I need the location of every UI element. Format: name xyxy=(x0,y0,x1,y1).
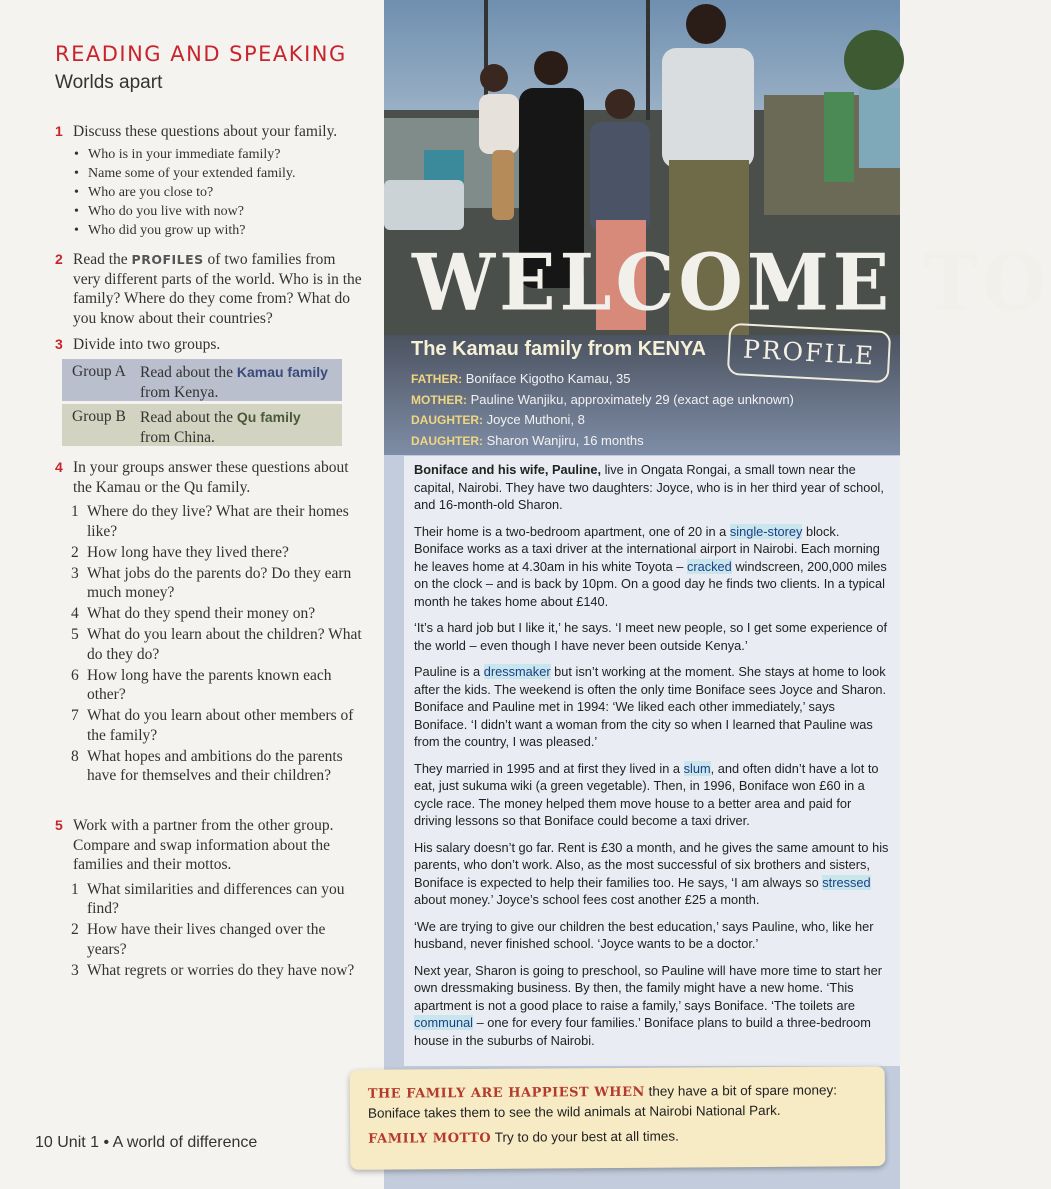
vocab-highlight: stressed xyxy=(822,874,871,890)
item-text: How have their lives changed over the years? xyxy=(87,921,326,958)
item-text: What jobs do the parents do? Do they earn much money? xyxy=(87,564,352,601)
vocab-highlight: dressmaker xyxy=(483,664,551,679)
paragraph-text: , and often didn’t have a lot to eat, just sukuma wiki (a green vegetable). Then, in 1996, Boniface won £60 in a cycle race. The money helped them move house to a better area and paid for driving lessons so that Boniface could become a taxi driver. xyxy=(414,760,879,828)
article-paragraph xyxy=(414,760,890,830)
item-text: What do you learn about other members of the family? xyxy=(87,707,354,744)
item-number: 6 xyxy=(71,666,79,684)
item-number: 4 xyxy=(71,605,79,622)
tree xyxy=(844,30,904,90)
group-label: Group A xyxy=(72,363,126,380)
question-2 xyxy=(55,250,365,328)
list-item: • Who is in your immediate family? xyxy=(88,145,365,164)
member-name: Pauline Wanjiku, approximately 29 (exact age unknown) xyxy=(470,391,794,407)
happiest-text: they have a bit of spare money: Boniface takes them to see the wild animals at Nairobi National Park. xyxy=(367,1082,838,1121)
question-number: 2 xyxy=(55,251,63,267)
list-item xyxy=(71,604,365,624)
item-text: How long have they lived there? xyxy=(87,543,289,561)
paragraph-text: – one for every four families.’ Boniface plans to build a three-bedroom house in the suburbs of Nairobi. xyxy=(414,1015,871,1048)
item-text: What similarities and differences can you find? xyxy=(87,880,345,917)
group-a-box xyxy=(62,359,342,401)
question-text xyxy=(55,250,365,328)
group-text-post: from Kenya. xyxy=(140,384,219,401)
question-text: In your groups answer these questions about the Kamau or the Qu family. xyxy=(73,459,349,496)
welcome-banner: WELCOME TO xyxy=(412,237,1051,329)
profile-article xyxy=(404,456,900,1066)
member-row xyxy=(411,369,794,390)
member-role: DAUGHTER: xyxy=(411,413,483,427)
group-text-pre: Read about the xyxy=(140,409,233,426)
item-number: 5 xyxy=(71,626,79,643)
item-number: 2 xyxy=(71,543,79,561)
item-number: 1 xyxy=(71,880,79,898)
paragraph-text: about money.’ Joyce’s school fees cost another £25 a month. xyxy=(414,892,760,907)
section-subtitle: Worlds apart xyxy=(55,72,163,93)
bullet-list xyxy=(55,145,365,240)
item-number: 1 xyxy=(71,503,79,520)
question-number: 3 xyxy=(55,336,63,352)
list-item xyxy=(71,625,365,664)
question-3 xyxy=(55,335,365,355)
page-footer: 10 Unit 1 • A world of difference xyxy=(35,1134,258,1151)
family-name: Qu family xyxy=(236,409,301,425)
family-motto xyxy=(368,1125,867,1148)
question-text-pre: Read the xyxy=(73,251,128,268)
motto-text: Try to do your best at all times. xyxy=(494,1128,679,1145)
vocab-highlight: cracked xyxy=(686,558,732,574)
group-text-post: from China. xyxy=(140,429,215,446)
question-number: 4 xyxy=(55,459,63,475)
profile-panel xyxy=(384,0,1051,1189)
list-item xyxy=(71,543,365,563)
item-text: What hopes and ambitions do the parents have for themselves and their children? xyxy=(87,747,343,784)
numbered-list xyxy=(55,880,365,981)
section-title: READING AND SPEAKING xyxy=(55,42,347,66)
question-5 xyxy=(55,816,365,982)
paragraph-text: Their home is a two-bedroom apartment, one of 20 in a xyxy=(414,523,727,539)
family-members xyxy=(411,369,794,451)
motto-label: FAMILY MOTTO xyxy=(368,1130,492,1147)
item-text: What do they spend their money on? xyxy=(87,605,316,622)
member-row xyxy=(411,431,794,452)
profiles-keyword: PROFILES xyxy=(131,252,204,267)
item-text: How long have the parents known each other? xyxy=(87,666,332,703)
lead-text: Boniface and his wife, Pauline, xyxy=(414,462,602,477)
member-row xyxy=(411,390,794,411)
article-paragraph: ‘It’s a hard job but I like it,’ he says. ‘I meet new people, so I get some experience of the world – even though I have never been outside Kenya.’ xyxy=(414,620,888,653)
group-label: Group B xyxy=(72,408,126,425)
list-item: • Who did you grow up with? xyxy=(88,221,365,240)
paragraph-text: Pauline is a xyxy=(414,664,481,679)
question-number: 5 xyxy=(55,817,63,833)
laundry-item xyxy=(824,92,854,182)
list-item: • Who are you close to? xyxy=(88,183,365,202)
family-name: Kamau family xyxy=(236,364,328,380)
item-number: 3 xyxy=(71,961,79,979)
question-text: Divide into two groups. xyxy=(73,336,221,353)
vocab-highlight: communal xyxy=(414,1015,474,1030)
article-paragraph xyxy=(414,523,890,611)
paragraph-text: but isn’t working at the moment. She stays at home to look after the kids. The weekend is often the only time Boniface sees Joyce and Sharon. Boniface and Pauline met in 1994: ‘We liked each other immediately,’ says Boniface. ‘I didn’t want a woman from the city so when I learned that Pauline was from the country, I was pleased.’ xyxy=(414,664,887,749)
happiest-when xyxy=(368,1080,867,1122)
family-motto-box xyxy=(350,1066,886,1170)
member-name: Boniface Kigotho Kamau, 35 xyxy=(465,371,631,386)
article-paragraph xyxy=(414,962,890,1050)
list-item xyxy=(71,880,365,919)
paragraph-text: windscreen, 200,000 miles on the clock – and is back by 10pm. On a good day he finds two clients. In a typical month he takes home about £140. xyxy=(414,558,887,609)
paragraph-text: Next year, Sharon is going to preschool, so Pauline will have more time to start her own dressmaking business. By then, the family might have a new home. ‘This apartment is not a good place to raise a family,’ says Boniface. ‘The toilets are xyxy=(414,962,883,1013)
member-role: FATHER: xyxy=(411,372,463,386)
list-item xyxy=(71,920,365,959)
article-paragraph xyxy=(414,461,890,514)
list-item xyxy=(71,564,365,603)
list-item xyxy=(71,666,365,705)
left-column xyxy=(0,0,384,1189)
member-name: Sharon Wanjiru, 16 months xyxy=(486,432,644,448)
vocab-highlight: single-storey xyxy=(729,523,803,539)
numbered-list xyxy=(55,502,365,786)
item-number: 2 xyxy=(71,921,79,938)
family-title: The Kamau family from KENYA xyxy=(411,338,706,360)
list-item xyxy=(71,961,365,981)
group-b-box xyxy=(62,404,342,446)
member-row xyxy=(411,410,794,431)
list-item xyxy=(71,706,365,745)
item-text: Where do they live? What are their homes like? xyxy=(87,503,349,540)
car xyxy=(384,180,464,230)
article-paragraph xyxy=(414,839,890,909)
list-item xyxy=(71,747,365,786)
happiest-label: THE FAMILY ARE HAPPIEST WHEN xyxy=(367,1084,645,1102)
item-text: What do you learn about the children? What do they do? xyxy=(87,626,362,663)
question-text-post: of two families from very different parts of the world. Who is in the family? Where do they come from? What do you know about their countries? xyxy=(73,251,362,327)
vocab-highlight: slum xyxy=(683,760,711,776)
profile-badge: PROFILE xyxy=(727,323,891,383)
paragraph-text: His salary doesn’t go far. Rent is £30 a month, and he gives the same amount to his parents, who don’t work. Also, as the most successful of six brothers and sisters, Boniface is expected to help their families too. He says, ‘I am always so xyxy=(414,839,889,890)
member-role: MOTHER: xyxy=(411,392,467,407)
item-number: 8 xyxy=(71,747,79,765)
list-item: • Who do you live with now? xyxy=(88,202,365,221)
article-paragraph xyxy=(414,663,890,751)
member-name: Joyce Muthoni, 8 xyxy=(486,412,585,427)
laundry-item xyxy=(859,88,900,168)
list-item: • Name some of your extended family. xyxy=(88,164,365,183)
question-text: Work with a partner from the other group. Compare and swap information about the families and their mottos. xyxy=(73,817,334,873)
question-4 xyxy=(55,458,365,787)
question-text: Discuss these questions about your family. xyxy=(73,123,338,140)
question-1 xyxy=(55,122,365,240)
paragraph-text: They married in 1995 and at first they lived in a xyxy=(414,760,681,776)
item-number: 3 xyxy=(71,564,79,582)
item-text: What regrets or worries do they have now? xyxy=(87,961,355,979)
paragraph-text: block. Boniface works as a taxi driver at the international airport in Nairobi. Each morning he leaves home at 4.30am in his white Toyota – xyxy=(414,523,880,574)
item-number: 7 xyxy=(71,707,79,724)
list-item xyxy=(71,502,365,541)
question-number: 1 xyxy=(55,123,63,139)
family-photo xyxy=(384,0,1051,335)
group-text-pre: Read about the xyxy=(140,364,233,381)
paragraph-text: live in Ongata Rongai, a small town near the capital, Nairobi. They have two daughters: Joyce, who is in her third year of school, and 16-month-old Sharon. xyxy=(414,462,884,512)
pole xyxy=(646,0,650,120)
member-role: DAUGHTER: xyxy=(411,433,483,448)
article-paragraph: ‘We are trying to give our children the best education,’ says Pauline, who, like her husband, never finished school. ‘Joyce wants to be a doctor.’ xyxy=(414,918,874,951)
